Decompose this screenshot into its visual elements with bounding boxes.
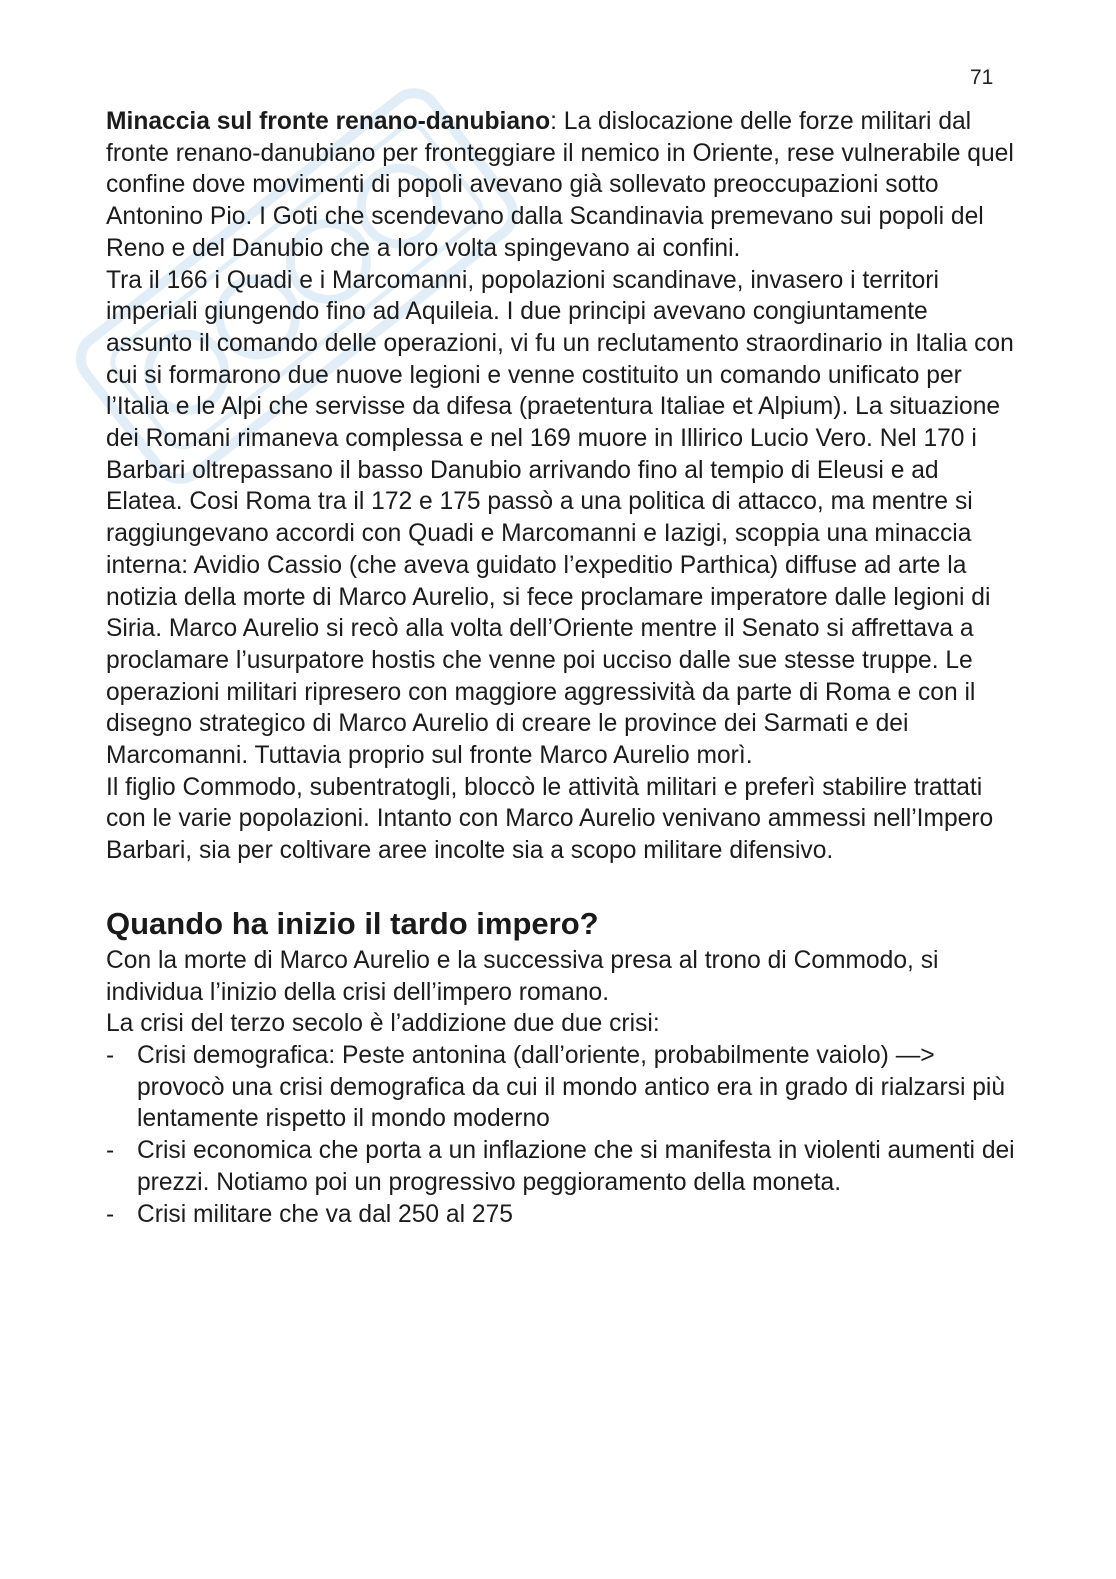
section-minaccia-title: Minaccia sul fronte renano-danubiano <box>106 108 551 135</box>
section-tardo-impero-paragraph-1: Con la morte di Marco Aurelio e la successiva presa al trono di Commodo, si individua l’inizio della crisi dell’impero romano. <box>106 946 939 1006</box>
section-tardo-impero-heading: Quando ha inizio il tardo impero? <box>106 905 599 941</box>
section-minaccia-paragraph-3: Il figlio Commodo, subentratogli, bloccò le attività militari e preferì stabilire trattati con le varie popolazioni. Intanto con Marco Aurelio venivano ammessi nell’Impero Barbari, sia per coltivare aree incolte sia a scopo militare difensivo. <box>106 773 994 865</box>
crisis-list-item-text: Crisi militare che va dal 250 al 275 <box>137 1200 513 1228</box>
section-minaccia-intro-text: : La dislocazione delle forze militari dal fronte renano-danubiano per fronteggiare il nemico in Oriente, rese vulnerabile quel confine dove movimenti di popoli avevano già sollevato preoccupazioni sotto Antonino Pio. I Goti che scendevano dalla Scandinavia premevano sui popoli del Reno e del Danubio che a loro volta spingevano ai confini. <box>106 108 1014 262</box>
crisis-list-item <box>106 1040 1016 1135</box>
crisis-list-item <box>106 1199 1016 1231</box>
crisis-list <box>106 1040 1016 1230</box>
bullet-dash: - <box>106 1200 115 1228</box>
bullet-dash: - <box>106 1041 115 1069</box>
bullet-dash: - <box>106 1137 115 1165</box>
page-content <box>106 106 1016 1230</box>
crisis-list-item <box>106 1135 1016 1198</box>
page-number: 71 <box>970 66 994 89</box>
section-minaccia-paragraph-2: Tra il 166 i Quadi e i Marcomanni, popolazioni scandinave, invasero i territori imperiali giungendo fino ad Aquileia. I due principi avevano congiuntamente assunto il comando delle operazioni, vi fu un reclutamento straordinario in Italia con cui si formarono due nuove legioni e venne costituito un comando unificato per l’Italia e le Alpi che servisse da difesa (praetentura Italiae et Alpium). La situazione dei Romani rimaneva complessa e nel 169 muore in Illirico Lucio Vero. Nel 170 i Barbari oltrepassano il basso Danubio arrivando fino al tempio di Eleusi e ad Elatea. Cosi Roma tra il 172 e 175 passò a una politica di attacco, ma mentre si raggiungevano accordi con Quadi e Marcomanni e Iazigi, scoppia una minaccia interna: Avidio Cassio (che aveva guidato l’expeditio Parthica) diffuse ad arte la notizia della morte di Marco Aurelio, si fece proclamare imperatore dalle legioni di Siria. Marco Aurelio si recò alla volta dell’Oriente mentre il Senato si affrettava a proclamare l’usurpatore hostis che venne poi ucciso dalle sue stesse truppe. Le operazioni militari ripresero con maggiore aggressività da parte di Roma e con il disegno strategico di Marco Aurelio di creare le province dei Sarmati e dei Marcomanni. Tuttavia proprio sul fronte Marco Aurelio morì. <box>106 266 1014 770</box>
section-tardo-impero-paragraph-2: La crisi del terzo secolo è l’addizione due due crisi: <box>106 1010 660 1038</box>
crisis-list-item-text: Crisi demografica: Peste antonina (dall’oriente, probabilmente vaiolo) —> provocò una crisi demografica da cui il mondo antico era in grado di rialzarsi più lentamente rispetto il mondo moderno <box>137 1041 1006 1133</box>
section-minaccia-intro <box>106 106 1016 265</box>
crisis-list-item-text: Crisi economica che porta a un inflazione che si manifesta in violenti aumenti dei prezzi. Notiamo poi un progressivo peggioramento della moneta. <box>137 1137 1015 1196</box>
